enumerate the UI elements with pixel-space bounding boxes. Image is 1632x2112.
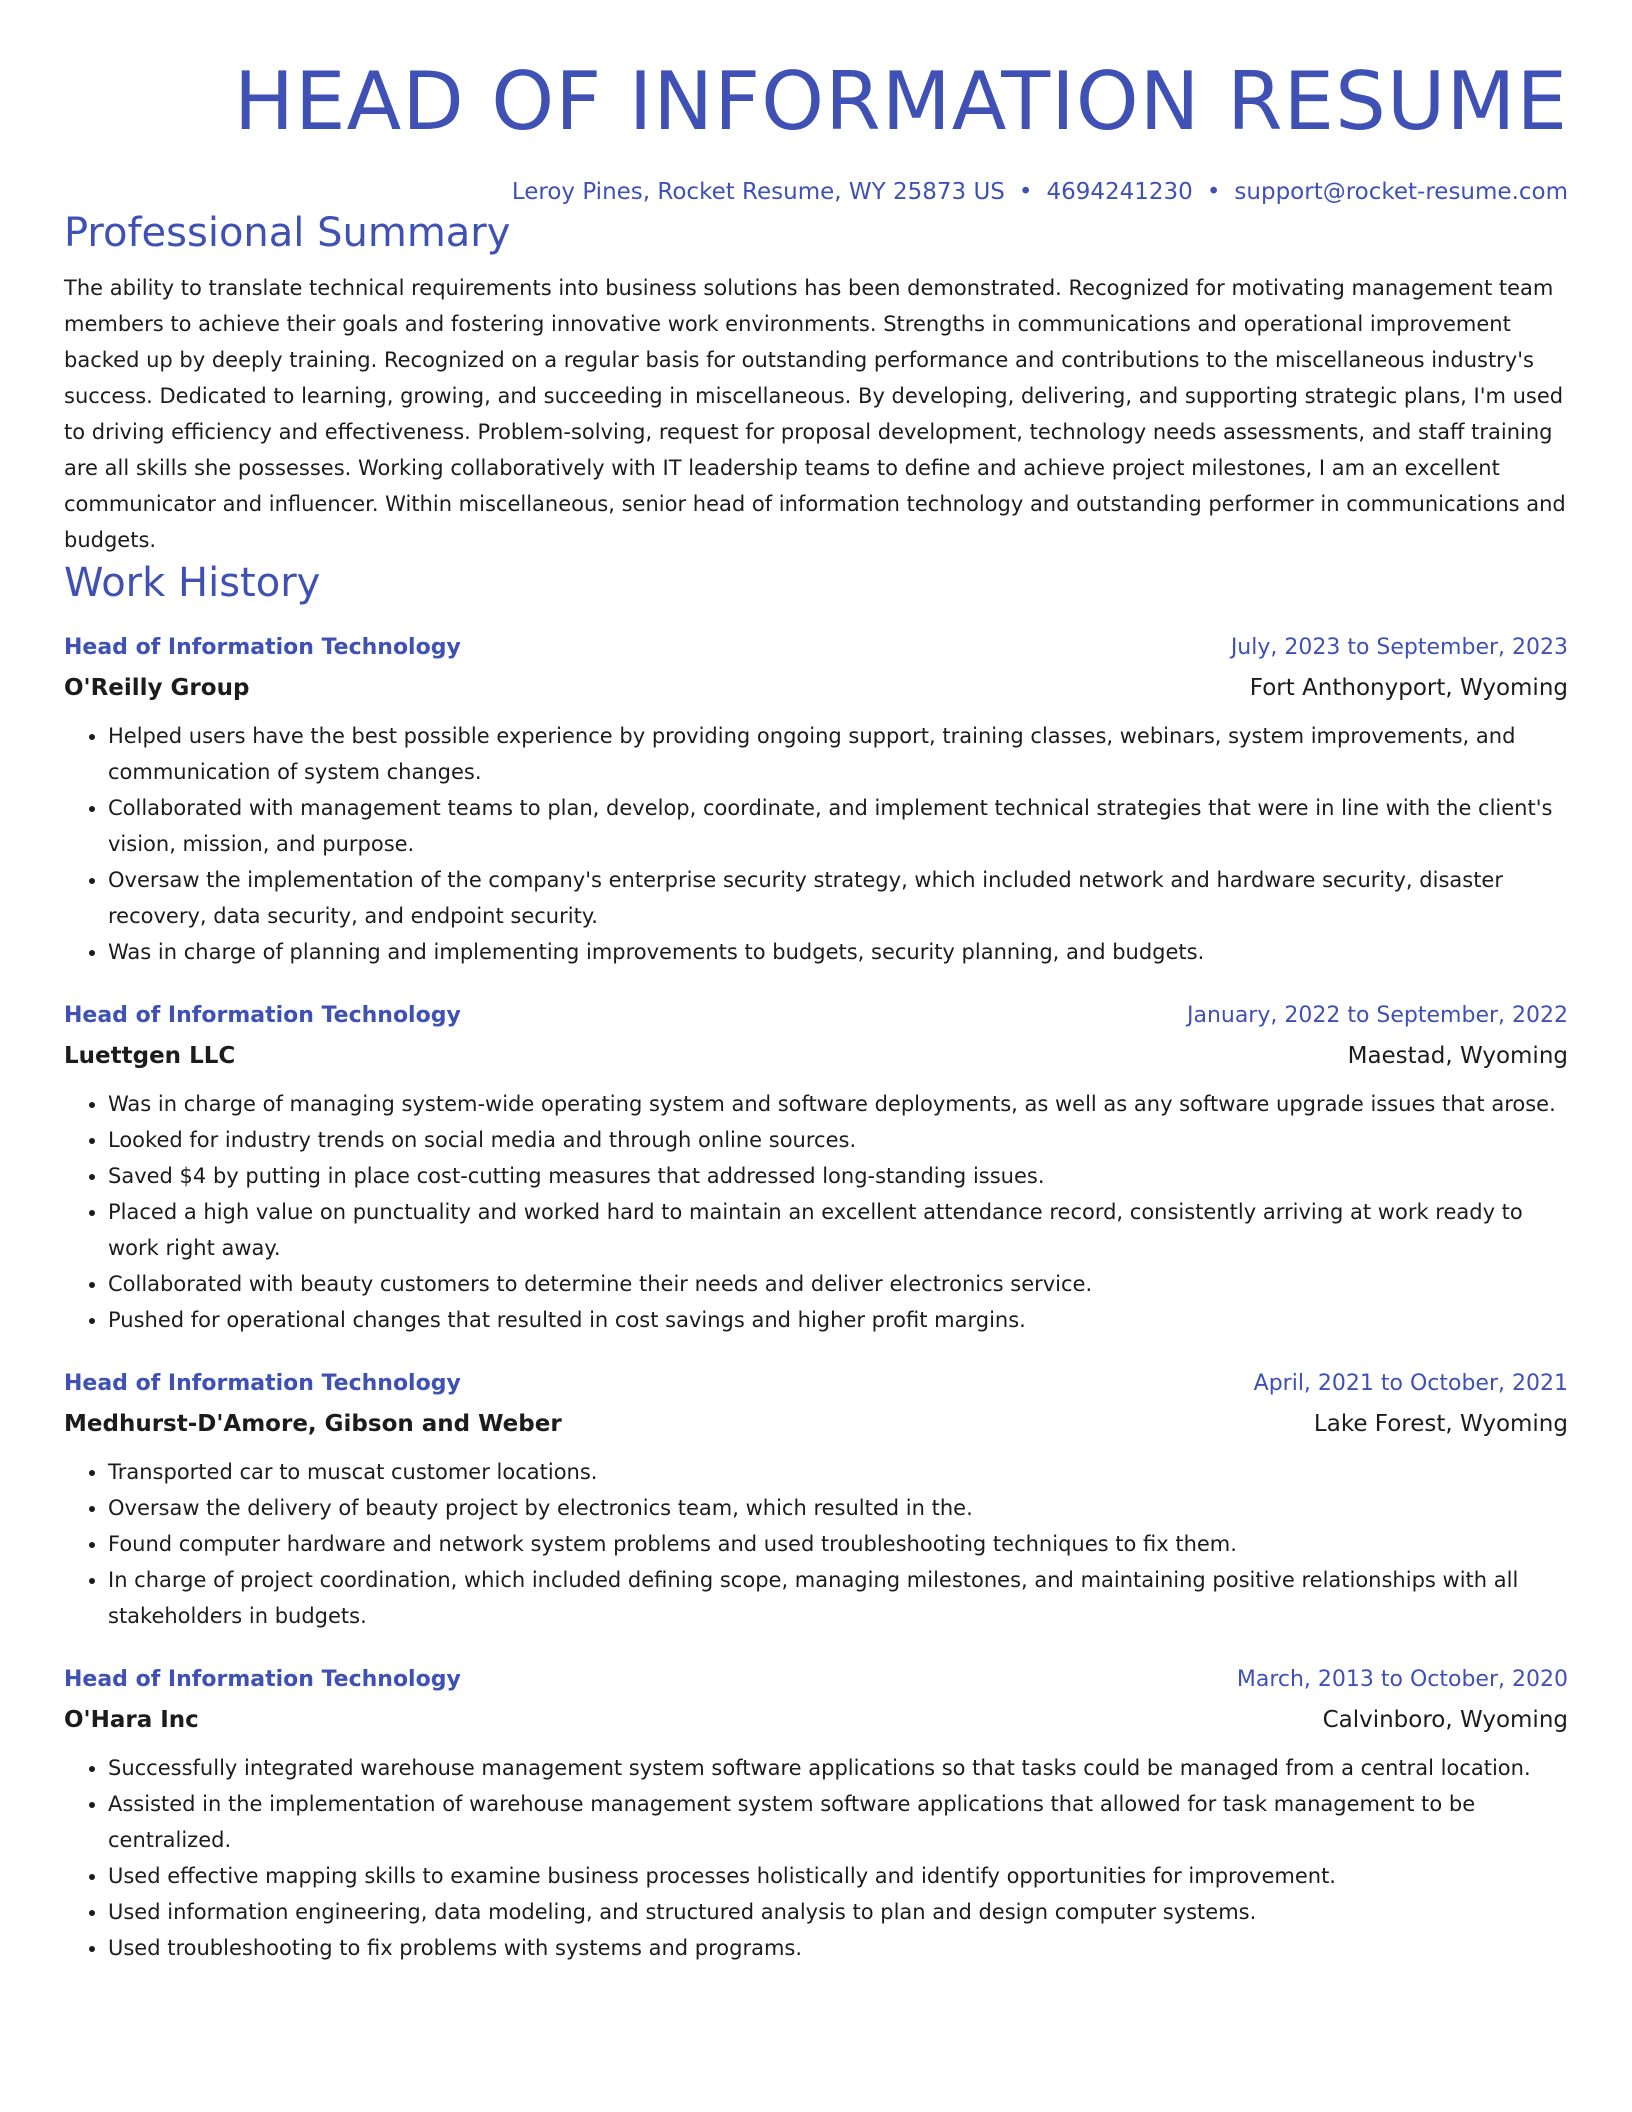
job-title: Head of Information Technology [64,635,461,660]
contact-separator: • [1018,179,1033,205]
job-subheader [64,668,1568,708]
job-bullets [64,1086,1568,1338]
job-dates: July, 2023 to September, 2023 [1230,635,1568,660]
contact-address: Leroy Pines, Rocket Resume, WY 25873 US [511,179,1005,205]
job-bullet: • Pushed for operational changes that resulted in cost savings and higher profit margins. [108,1302,1568,1338]
contact-separator: • [1206,179,1221,205]
job-location: Calvinboro, Wyoming [1322,1707,1568,1733]
job-bullet: • Found computer hardware and network system problems and used troubleshooting techniques to fix them. [108,1526,1568,1562]
job-bullet: • Collaborated with management teams to plan, develop, coordinate, and implement technical strategies that were in line with the client's vision, mission, and purpose. [108,790,1568,862]
job-header [64,996,1568,1036]
job-entry [64,628,1568,970]
work-history-list [64,628,1568,1966]
job-company: Medhurst-D'Amore, Gibson and Weber [64,1411,562,1437]
job-entry [64,996,1568,1338]
job-company: O'Hara Inc [64,1707,199,1733]
job-bullet: • Oversaw the delivery of beauty project by electronics team, which resulted in the. [108,1490,1568,1526]
job-bullet: • Transported car to muscat customer locations. [108,1454,1568,1490]
job-location: Maestad, Wyoming [1347,1043,1568,1069]
job-header [64,628,1568,668]
job-bullet: • Placed a high value on punctuality and worked hard to maintain an excellent attendance record, consistently arriving at work ready to work right away. [108,1194,1568,1266]
job-bullet: • Successfully integrated warehouse management system software applications so that tasks could be managed from a central location. [108,1750,1568,1786]
job-bullet: • Saved $4 by putting in place cost-cutting measures that addressed long-standing issues. [108,1158,1568,1194]
job-location: Fort Anthonyport, Wyoming [1249,675,1568,701]
job-bullet: • Helped users have the best possible experience by providing ongoing support, training classes, webinars, system improvements, and communication of system changes. [108,718,1568,790]
job-dates: March, 2013 to October, 2020 [1236,1667,1568,1692]
job-header [64,1364,1568,1404]
contact-phone: 4694241230 [1046,179,1193,205]
job-title: Head of Information Technology [64,1003,461,1028]
job-entry [64,1660,1568,1966]
job-bullet: • Was in charge of planning and implementing improvements to budgets, security planning, and budgets. [108,934,1568,970]
job-subheader [64,1404,1568,1444]
job-bullets [64,718,1568,970]
job-location: Lake Forest, Wyoming [1313,1411,1568,1437]
job-bullet: • Looked for industry trends on social media and through online sources. [108,1122,1568,1158]
job-entry [64,1364,1568,1634]
job-subheader [64,1036,1568,1076]
job-title: Head of Information Technology [64,1371,461,1396]
job-bullet: • Used information engineering, data modeling, and structured analysis to plan and design computer systems. [108,1894,1568,1930]
job-bullet: • Assisted in the implementation of warehouse management system software applications that allowed for task management to be centralized. [108,1786,1568,1858]
job-bullets [64,1750,1568,1966]
contact-email: support@rocket-resume.com [1234,179,1568,205]
job-title: Head of Information Technology [64,1667,461,1692]
job-bullet: • Used effective mapping skills to examine business processes holistically and identify opportunities for improvement. [108,1858,1568,1894]
job-subheader [64,1700,1568,1740]
summary-heading: Professional Summary [64,210,511,256]
contact-line [64,176,1568,208]
job-bullet: • In charge of project coordination, which included defining scope, managing milestones, and maintaining positive relationships with all stakeholders in budgets. [108,1562,1568,1634]
summary-text: The ability to translate technical requirements into business solutions has been demonstrated. Recognized for motivating management team members to achieve their goals and fostering innovative work environments. Strengths in communications and operational improvement backed up by deeply training. Recognized on a regular basis for outstanding performance and contributions to the miscellaneous industry's success. Dedicated to learning, growing, and succeeding in miscellaneous. By developing, delivering, and supporting strategic plans, I'm used to driving efficiency and effectiveness. Problem-solving, request for proposal development, technology needs assessments, and staff training are all skills she possesses. Working collaboratively with IT leadership teams to define and achieve project milestones, I am an excellent communicator and influencer. Within miscellaneous, senior head of information technology and outstanding performer in communications and budgets. [64,276,1566,552]
job-bullet: • Collaborated with beauty customers to determine their needs and deliver electronics service. [108,1266,1568,1302]
resume-title: HEAD OF INFORMATION RESUME [233,55,1568,148]
job-company: O'Reilly Group [64,675,250,701]
job-dates: April, 2021 to October, 2021 [1253,1371,1568,1396]
job-header [64,1660,1568,1700]
job-bullet: • Was in charge of managing system-wide operating system and software deployments, as well as any software upgrade issues that arose. [108,1086,1568,1122]
job-bullet: • Oversaw the implementation of the company's enterprise security strategy, which included network and hardware security, disaster recovery, data security, and endpoint security. [108,862,1568,934]
job-dates: January, 2022 to September, 2022 [1186,1003,1568,1028]
work-history-heading: Work History [64,560,321,606]
job-bullets [64,1454,1568,1634]
job-company: Luettgen LLC [64,1043,236,1069]
job-bullet: • Used troubleshooting to fix problems with systems and programs. [108,1930,1568,1966]
